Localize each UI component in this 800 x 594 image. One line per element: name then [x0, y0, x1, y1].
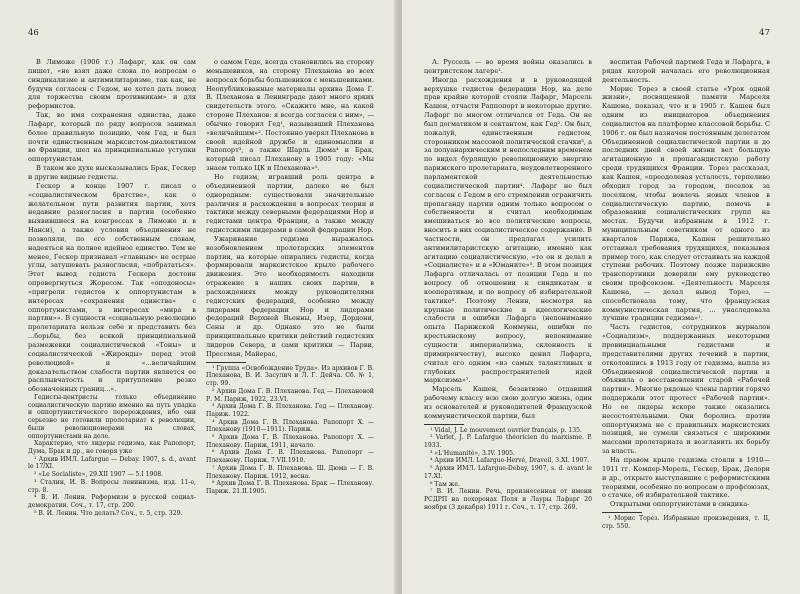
paragraph: ⁶ Там же.	[430, 480, 460, 488]
paragraph: ⁸ Архив Дома Г. В. Плеханова. Брак — Плеханову. Париж. 21.II.1905.	[206, 480, 374, 495]
paragraph: ³ Архив Дома Г. В. Плеханова. Гед — Плеханову. Париж. 1922.	[206, 403, 374, 418]
paragraph: ¹ Группа «Освобождение Труда». Из архивов Г. В. Плеханова, В. И. Засулич и Л. Г. Дейча. Сб. № 1, стр. 99.	[206, 364, 374, 388]
paragraph: Гедисты-центристы только объединение социалистическую партию именно на путь упадка и оппортунистического перерождения, ибо они серьезно не готовили пролетариат к революции, были революционерами на словах, оппортунистами на деле.	[28, 394, 196, 440]
footnotes	[206, 365, 374, 496]
paragraph: ⁷ Архив Дома Г. В. Плеханова. Ш. Дюма — Г. В. Плеханову. Париж. 1912, весна.	[206, 464, 374, 480]
paragraph: воспитан Рабочей партией Геда и Лафарга, в рядах которой началась его революционная деятельность.	[602, 58, 770, 84]
footnotes	[28, 394, 196, 517]
footnotes	[602, 515, 770, 530]
page-number: 46	[28, 28, 39, 38]
paragraph: Марсель Кашен, безавтвэно отдавший рабочему классу всю свою долгую жизнь, один из основателей и руководителей Французской коммунистической партии, был	[424, 385, 592, 420]
paragraph: ⁵ Архив Дома Г. В. Плеханова. Рапопорт Х. — Плеханову. Париж, 1911, начало.	[206, 434, 374, 449]
left-column-1	[28, 58, 196, 517]
paragraph: А. Руссель — во время войны оказались в центристском лагере¹.	[424, 58, 592, 75]
paragraph: ⁵ Архив ИМЛ. Lafargue-Debay, 1907, s. d. avant le 17.XI.	[424, 465, 592, 480]
main-text	[602, 58, 770, 509]
paragraph: ³ «L'Humanité», 3.IV. 1905.	[430, 449, 515, 457]
paragraph: Так, во имя сохранения единства, даже Лафарг, который по ряду вопросов занимал более правильную позицию, чем Гед, и был почти единственным марксистом-диалектиком во Франции, шел на принципиальные уступки оппортунистам.	[28, 111, 196, 164]
right-column-2	[602, 58, 770, 530]
paragraph: ⁷ В. И. Ленин. Речь, произнесенная от имени РСДРП на похоронах Поля и Лауры Лафарг 20 ноября (3 декабря) 1911 г. Соч., т. 17, стр. 269.	[424, 488, 592, 511]
main-text	[424, 58, 592, 421]
paragraph: ¹ Vidal, J. Le mouvement ouvrier français, p. 135.	[430, 426, 582, 434]
paragraph: Открытыми оппортунистами в синдика-	[610, 500, 750, 509]
paragraph: ⁶ Архив Дома Г. В. Плеханова. Рапопорт — Плеханову. Париж. 7.VII.1910.	[206, 449, 374, 465]
paragraph: ⁴ В. И. Ленин. Реформизм в русской социал-демократии. Соч., т. 17, стр. 200.	[28, 494, 196, 509]
paragraph: ¹ Морис Торез. Избранные произведения, т. II, стр. 550.	[602, 515, 770, 530]
paragraph: ¹ Архив ИМЛ. Lafargue — Debay. 1907, s. d., avant le 17/XI.	[28, 455, 196, 471]
paragraph: Но гедизм, игравший роль центра в объединенной партии, далеко не был однородным: существовали значительные различия и расхождения в вопросах теории и тактики между северными федерациями Нор и гедистами центра Франции, а также между гедистскими лидерами в самой федерации Нор.	[206, 172, 374, 235]
footnote-rule	[602, 512, 642, 513]
paragraph: о самом Геде, всегда становились на сторону меньшевиков, на сторону Плеханова во всех вопросах борьбы большевиков с меньшевиками. Неопубликованные материалы архива Дома Г. В. Плеханова в Ленинграде дают много ярких свидетельств этого. «Скажите мне, на какой стороне Плеханов: я всегда согласен с ним», — обычно говорил Гед¹, называвший Плеханова «величайшим»². Постоянно уверял Плеханова в своей идейной дружбе и единомыслии и Рапопорт³, а также Шарль Дюма⁴ и Брак, который писал Плеханову в 1905 году: «Мы знаем только ЦК и Плеханова»⁵.	[206, 58, 374, 173]
left-page	[0, 0, 398, 594]
main-text	[206, 58, 374, 359]
paragraph: Гескер в конце 1907 г. писал о «социалистическом братстве», как о желательном пути развития партии, хотя недавние разногласия в партии (особенно выявившиеся на конгрессах в Лиможе и в Нанси), а также условия объединения не позволяли, по его собственным словам, надеяться на полное идейное единство. Тем не менее, Гескер признавал «главным» не острые углы, затушевать разногласия, «побрататься». Этот вывод гедиста Гескера достоин опровергнуться Жоресом. Так «оподоносы» «пригрели гедистов к оппортунистам в интересах «сохранения единства» с оппортунистами, в интересах «мира в партии»». В сущности «социальную революцию пролетариата нельзя себе и представить без ...борьбы, без всякой принципиальной размежевки социалистической «Тоны» и социалистической «Жиронды» перед этой революцией» и «...величайшим доказательством слабости партии является ее расплывчатость и притупление резко обозначенных границ...».	[28, 181, 196, 394]
paragraph: ² Varlet, J. P. Lafargue théoricien du marxisme. P. 1933.	[424, 434, 592, 449]
right-column-1	[424, 58, 592, 511]
footnote-rule	[424, 424, 464, 425]
paragraph: Иногда расхождения и в руководящей верхушке гедистов федерации Нор, на деле прав крайне которой стояли Лафарг, Марсель Кашен, отчасти Раппопорт и некоторые другие. Лафарг по многом отличался от Геда. Он не был догматиком и сектантом, как Гед². Он был, пожалуй, единственным гедистом, сторонником массовой политической стачки³, а за полуанархическим и непоследним временем по видел бурлящую революционную энергию парижского пролетариата, неудовлетворенного парламентской деятельностью социалистической партии⁴. Лафарг не был согласен с Гедом в его стремлении ограничить пропаганду партии одним только вопросом о собственности и считал необходимым вмешиваться во все политические вопросы, вносить в них социалистическое содержание. В частности, он предлагал усилить антимилитаристскую агитацию, именно как агитацию социалистическую, «то он и делал в «Социалисте» и в «Юманите»⁵. В этом позиция Лафарга отличалась от позиции Геда и по вопросу об отношении к синдикатам и кооперативам, и по вопросу об избирательной тактике⁶. Поэтому Ленин, несмотря на крупные политические и идеологические слабости и ошибки Лафарга (непонимание опыта Парижской Коммуны, ошибки по крестьянскому вопросу, непонимание сущности империализма, склонность к примиренчеству), высоко ценил Лафарга, считал его одним «из самых талантливых и глубоких распространителей идей марксизма»⁷.	[424, 75, 592, 385]
footnotes	[424, 427, 592, 512]
left-column-2	[206, 58, 374, 496]
paragraph: Характерно, что лидеры гедизма, как Рапопорт, Дума, Брак и др., не говоря уже	[28, 440, 196, 455]
page-number: 47	[759, 28, 770, 38]
paragraph: ² «Le Socialiste», 29.XII 1907 — 5.I 1908.	[34, 471, 164, 479]
paragraph: ³ Сталин, И. В. Вопросы ленинизма, изд. 11-е, стр. 8.	[28, 478, 196, 494]
paragraph: Часть гедистов, сотрудников журналов «Социализм», поддержанных некоторыми провинциальными гедистами и представителями других течений в партии, отколовшись в 1913 году от гедизма, выпла из Объединенной социалистической партии и объявила о восстановлении старой «Рабочей партии». Многие рядовые члены партии горячо поддержали этот протест «Рабочей партии». Но ее лидеры вскоре также оказались несостоятельными. Они боролись против оппортунизма не с правильных марксистских позиций, не сумели связаться с широкими массами пролетариата и возглавить их борьбу за власть.	[602, 323, 770, 456]
paragraph: В Лиможе (1906 г.) Лафарг, как он сам пишет, «не взял даже слова по вопросам о синдикализме и антимилитаризме, так как, не будучи согласен с Гедом, не хотел дать повод для торжества своим противникам» и для реформистов.	[28, 58, 196, 111]
paragraph: ² Архив Дома Г. В. Плеханова. Гед — Плехановой Р. М. Париж, 1922, 23.VI.	[206, 387, 374, 403]
paragraph: На правом крыле гедизма стояли в 1910—1911 гг. Компер-Морель, Гескер, Брак, Делори и др., открыто выступавшие с реформистскими теориями, особенно по вопросам о профсоюзах, о стачке, об избирательной тактике.	[602, 455, 770, 500]
paragraph: ⁵ В. И. Ленин. Что делать? Соч., т. 5, стр. 329.	[34, 509, 183, 517]
paragraph: Морис Торез в своей статье «Урок одной жизни», посвященной памяти Марселя Кашена, показал, что и в 1905 г. Кашен был одним из инициаторов объединения социалистов на платформе классовой борьбы. С 1906 г. он был назначен постоянным делегатом Объединенной социалистической партии и до последних дней своей жизни вел большую агитационную и пропагандистскую работу среди трудящихся Франции. Торез рассказал, как Кашен, «преодолевая усталость, терпеливо обходил город за городом, поселок за поселком, чтобы вовлечь новых членов в социалистическую партию, помочь в образовании социалистических групп на местах. Будучи избранным в 1912 г. муниципальным советником от одного из кварталов Парижа, Кашен решительно отстаивал требования трудящихся, показывая пример того, как следует отстаивать на каждой ступени рабочих. Поэтому позже парижские транспортники доверили ему руководство своим профсоюзом. «Деятельность Марселя Кашена, — делал вывод Торез, — способствовала тому, что французская коммунистическая партия, ... унаследовала лучшие традиции гедизма»¹.	[602, 84, 770, 323]
main-text	[28, 58, 196, 394]
paragraph: В таком же духе высказывались Брак, Гескер и другие видные гедисты.	[28, 164, 196, 181]
paragraph: Ужаривание гедизма выражалось возобновлением пролетарских элементов партии, на которые опирались гедисты, когда формировали марксистское крыло рабочего движения. Это необходимость находили отражение в наших своих партии, в расхождениях между руководителями гедистских федераций, особенно между лидерами федерации Нор и лидерами федераций Верхней Вьенны, Изер, Дордони, Сены и др. Однако это не были принципиальные критики действий гедистских лидеров Севера, и сами критики — Парви, Прессман, Майерас,	[206, 234, 374, 358]
paragraph: ⁴ Архив ИМЛ. Lafargue-Hervé, Draveil, 3.XI. 1907.	[430, 457, 590, 465]
footnote-rule	[206, 362, 246, 363]
right-page	[402, 0, 800, 594]
paragraph: ⁴ Архив Дома Г. В. Плеханова. Рапопорт Х. — Плеханову (1910—1911). Париж.	[206, 418, 374, 434]
